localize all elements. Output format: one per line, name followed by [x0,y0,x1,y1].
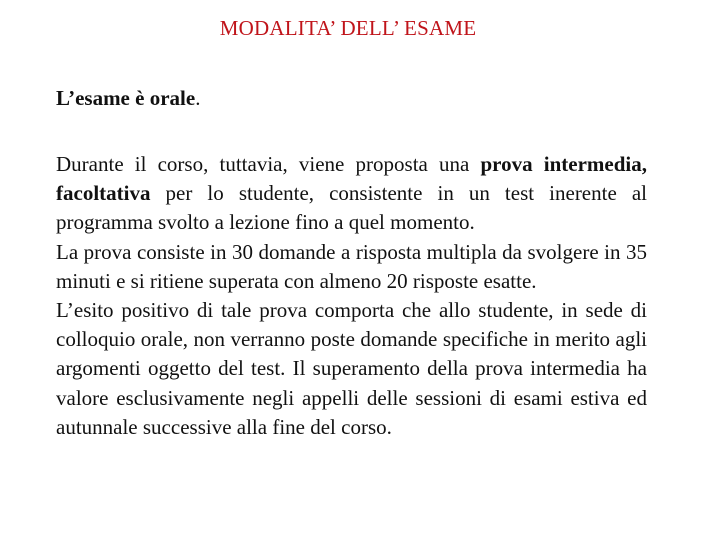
lead-sentence [56,86,200,111]
paragraph-intermediate-test [56,150,647,238]
paragraph-1-end: per lo studente, consistente in un test inerente al programma svolto a lezione fino a quel momento. [56,181,647,235]
slide-title: MODALITA’ DELL’ ESAME [219,16,477,40]
lead-tail-text: . [195,86,201,110]
paragraph-test-format: La prova consiste in 30 domande a risposta multipla da svolgere in 35 minuti e si ritiene superata con almeno 20 risposte esatte. [56,239,647,293]
lead-bold-text: L’esame è orale [56,86,196,110]
paragraph-1-start: Durante il corso, tuttavia, viene proposta una [56,152,481,176]
paragraph-test-outcome: L’esito positivo di tale prova comporta che allo studente, in sede di colloquio orale, non verranno poste domande specifiche in merito agli argomenti oggetto del test. Il superamento della prova intermedia ha valore esclusivamente negli appelli delle sessioni di esami estiva ed autunnale successive alla fine del corso. [56,298,647,439]
body-text [56,150,647,442]
paragraph-1-bold: prova intermedia, facoltativa [56,152,647,206]
